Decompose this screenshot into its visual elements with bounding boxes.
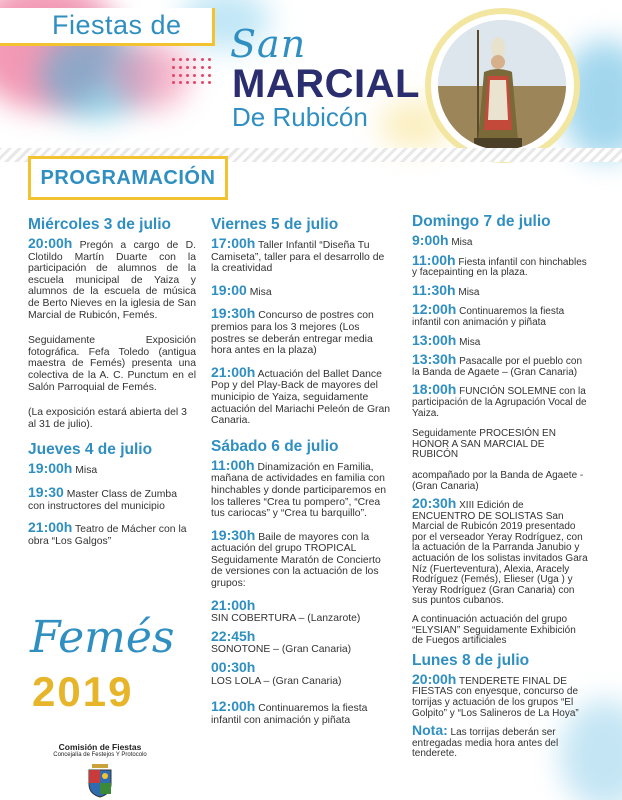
event — [28, 483, 196, 512]
decorative-dots — [172, 58, 212, 86]
coat-of-arms-icon — [86, 762, 114, 798]
femes-logo: Femés — [30, 612, 175, 663]
event — [412, 281, 588, 299]
event-text: Concurso de postres con premios para los 3 mejores (Los postres se deberán entregar media hora antes en la plaza) — [211, 310, 374, 357]
fiestas-de-banner — [0, 8, 215, 46]
event — [211, 698, 395, 726]
event-text: SONOTONE – (Gran Canaria) — [211, 644, 352, 656]
event-time: 13:00h — [412, 331, 457, 348]
event-text: Master Class de Zumba con instructores del municipio — [28, 488, 177, 512]
schedule-column-2 — [211, 215, 395, 736]
event-text: Actuación del Ballet Dance Pop y del Play-Back de mayores del municipio de Yaiza, seguidamente actuación del Mariachi Peleón de Gran Canaria. — [211, 368, 391, 427]
event-time: 11:30h — [412, 281, 456, 298]
event-text: Seguidamente PROCESIÓN EN HONOR A SAN MARCIAL DE RUBICÓN — [412, 428, 556, 461]
event-time: Nota: — [412, 722, 448, 739]
event — [412, 301, 588, 328]
event — [412, 381, 588, 419]
event — [412, 615, 588, 647]
event — [412, 670, 588, 719]
event-text: Misa — [72, 465, 98, 477]
event-text: A continuación actuación del grupo “ELYSIAN” Seguidamente Exhibición de Fuegos artificiales — [412, 614, 576, 647]
event — [211, 235, 395, 275]
fiestas-de-label: Fiestas de — [52, 10, 182, 40]
event — [412, 495, 588, 607]
event-text: Continuaremos la fiesta infantil con animación y piñata — [211, 703, 368, 726]
event — [412, 251, 588, 279]
event-time: 20:00h — [28, 235, 73, 251]
event-text: Misa — [456, 336, 481, 348]
title-marcial: MARCIAL — [232, 62, 420, 106]
event-text: Teatro de Mácher con la obra “Los Galgos” — [28, 524, 187, 547]
comision-block — [20, 742, 180, 758]
event-time: 12:00h — [211, 698, 256, 715]
day-heading: Miércoles 3 de julio — [28, 216, 171, 233]
event-text: Taller Infantil “Diseña Tu Camiseta”, taller para el desarrollo de la creatividad — [211, 240, 385, 275]
day-heading: Sábado 6 de julio — [211, 437, 339, 455]
event-time: 18:00h — [412, 381, 457, 398]
event-text: Fiesta infantil con hinchables y facepainting en la plaza. — [412, 256, 587, 279]
event-time: 19:00 — [211, 281, 247, 298]
event-text: SIN COBERTURA – (Lanzarote) — [211, 613, 361, 625]
event-time: 19:30h — [211, 305, 256, 322]
event — [211, 659, 395, 687]
event-time: 19:00h — [28, 460, 73, 477]
saint-statue-photo — [438, 20, 566, 150]
event-time: 20:00h — [412, 670, 457, 687]
poster-header — [0, 0, 622, 140]
event-time: 20:30h — [412, 495, 457, 512]
event-text: Continuaremos la fiesta infantil con animación y piñata — [412, 306, 565, 328]
programacion-box — [28, 156, 228, 200]
event-time: 19:30h — [211, 526, 256, 543]
event — [28, 235, 196, 321]
event-text: Dinamización en Familia, mañana de actividades en familia con hinchables y donde participaremos en los talleres “Crea tu pompero”, “Crea tus cariocas” y “Crea tu barquillo”. — [211, 461, 387, 520]
event — [28, 335, 196, 393]
event-text: Misa — [246, 286, 272, 298]
event — [412, 331, 588, 349]
event — [412, 429, 588, 461]
event — [28, 407, 196, 430]
schedule-column-3 — [412, 212, 588, 770]
event — [412, 722, 588, 760]
event-time: 21:00h — [211, 596, 256, 613]
concejalia-label: Concejalía de Festejos Y Protocolo — [53, 752, 147, 758]
event-time: 19:30 — [28, 483, 64, 500]
event-text: Seguidamente Exposición fotográfica. Fefa Toledo (antigua maestra de Femés) presenta una colectiva de la A. C. Punctum en el Salón Parroquial de Femés. — [28, 335, 196, 393]
event-text: acompañado por la Banda de Agaete - (Gran Canaria) — [412, 469, 584, 492]
event — [211, 456, 395, 520]
event — [412, 471, 588, 492]
event-time: 21:00h — [211, 363, 256, 380]
event — [412, 232, 588, 249]
day-heading: Domingo 7 de julio — [412, 213, 551, 230]
comision-label: Comisión de Fiestas — [58, 742, 142, 752]
event-text: Baile de mayores con la actuación del grupo TROPICAL Seguidamente Maratón de Concierto de versiones con la actuación de los grupos: — [211, 531, 381, 590]
event-text: Pregón a cargo de D. Clotildo Martín Duarte con la participación de alumnos de la escuela municipal de Yaiza y alumnos de la escuela de música de Berto Nieves en la iglesia de San Marcial de Rubicón, Femés. — [28, 240, 196, 321]
event-text: Las torrijas deberán ser entregadas media hora antes del tenderete. — [412, 727, 559, 760]
title-san: San — [230, 22, 307, 66]
programacion-title: PROGRAMACIÓN — [40, 166, 216, 189]
event-time: 17:00h — [211, 235, 256, 251]
event — [412, 351, 588, 378]
event-time: 00:30h — [211, 659, 256, 676]
event-time: 12:00h — [412, 301, 457, 318]
event-text: Misa — [448, 237, 473, 248]
event-text: Pasacalle por el pueblo con la Banda de Agaete – (Gran Canaria) — [412, 356, 582, 378]
event — [28, 519, 196, 547]
year-logo: 2019 — [32, 668, 134, 715]
event-text: Misa — [455, 286, 480, 298]
event — [211, 526, 395, 590]
event-text: XIII Edición de ENCUENTRO DE SOLISTAS San Marcial de Rubicón 2019 presentado por el verseador Yeray Rodríguez, con la actuación de la Parranda Janubio y actuación de los solistas invitados Gara Níz (Fuerteventura), Alexia, Aracely Rodríguez (Femés), Elieser (Uga ) y Yeray Rodríguez (Gran Canaria) con sus puntos cubanos. — [412, 500, 588, 607]
schedule-column-1 — [28, 215, 196, 557]
event — [211, 363, 395, 427]
event — [211, 627, 395, 656]
day-heading: Viernes 5 de julio — [211, 216, 339, 233]
day-heading: Lunes 8 de julio — [412, 651, 530, 669]
event-time: 9:00h — [412, 232, 449, 248]
event-text: FUNCIÓN SOLEMNE con la participación de la Agrupación Vocal de Yaiza. — [412, 386, 587, 419]
event-text: TENDERETE FINAL DE FIESTAS con enyesque, concurso de torrijas y actuación de los grupos “El Golpito” y “Los Salineros de La Hoya” — [412, 675, 579, 719]
event — [211, 596, 395, 625]
event-time: 11:00h — [211, 456, 255, 473]
event — [211, 305, 395, 357]
event — [28, 460, 196, 477]
event-time: 22:45h — [211, 627, 256, 644]
event-time: 21:00h — [28, 519, 73, 536]
event-time: 13:30h — [412, 351, 457, 368]
day-heading: Jueves 4 de julio — [28, 441, 153, 459]
event-time: 11:00h — [412, 251, 456, 268]
event-text: LOS LOLA – (Gran Canaria) — [211, 675, 342, 687]
event-text: (La exposición estará abierta del 3 al 31 de julio). — [28, 407, 187, 430]
title-rubicon: De Rubicón — [232, 102, 368, 132]
event — [211, 281, 395, 299]
